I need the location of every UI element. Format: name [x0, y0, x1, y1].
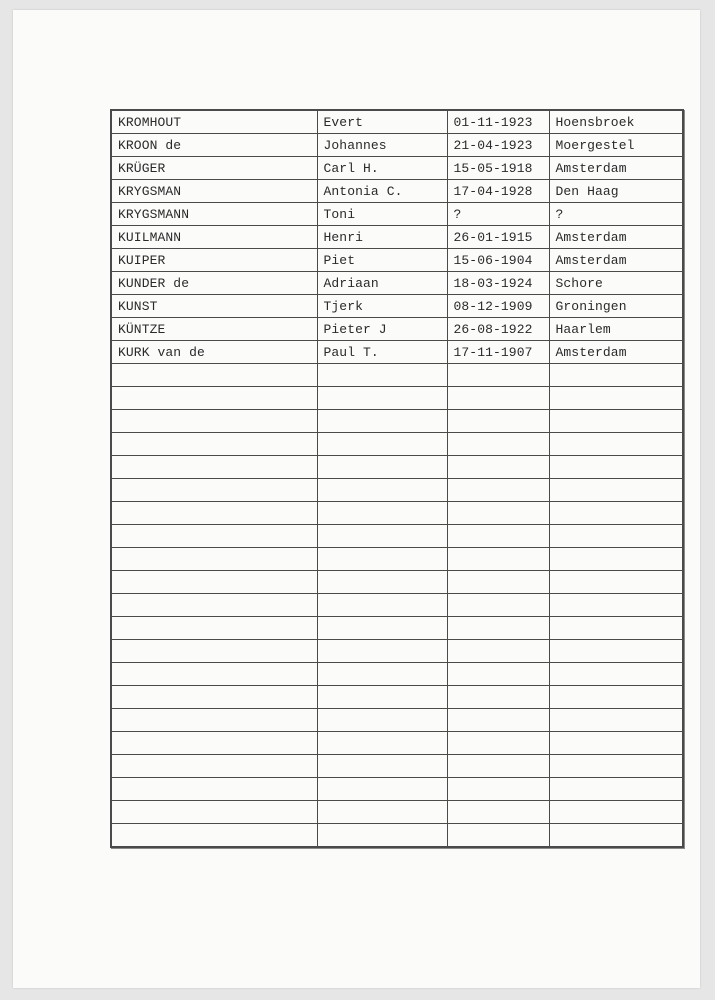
table-row [111, 778, 683, 801]
birthplace-cell [549, 479, 683, 502]
table-row [111, 295, 683, 318]
surname-cell [111, 640, 317, 663]
table-row [111, 249, 683, 272]
firstname-cell [317, 364, 447, 387]
birthdate-cell: ? [447, 203, 549, 226]
table-row [111, 732, 683, 755]
table-row [111, 801, 683, 824]
document-page [13, 10, 700, 988]
surname-cell [111, 387, 317, 410]
birthplace-cell: ? [549, 203, 683, 226]
table-row [111, 341, 683, 364]
birthdate-cell [447, 387, 549, 410]
firstname-cell [317, 525, 447, 548]
table-row [111, 571, 683, 594]
surname-cell: KRYGSMAN [111, 180, 317, 203]
birthplace-cell [549, 755, 683, 778]
table-row [111, 456, 683, 479]
firstname-cell [317, 801, 447, 824]
birthdate-cell [447, 502, 549, 525]
table-row [111, 387, 683, 410]
birthplace-cell: Amsterdam [549, 226, 683, 249]
firstname-cell [317, 709, 447, 732]
birthdate-cell [447, 709, 549, 732]
birthplace-cell: Amsterdam [549, 341, 683, 364]
surname-cell [111, 686, 317, 709]
birthdate-cell [447, 686, 549, 709]
table-row [111, 433, 683, 456]
firstname-cell: Pieter J [317, 318, 447, 341]
table-row [111, 525, 683, 548]
birthdate-cell: 01-11-1923 [447, 110, 549, 134]
birthdate-cell: 17-04-1928 [447, 180, 549, 203]
firstname-cell: Toni [317, 203, 447, 226]
birthplace-cell: Moergestel [549, 134, 683, 157]
birthdate-cell [447, 617, 549, 640]
register-body [111, 110, 683, 847]
firstname-cell [317, 755, 447, 778]
birthplace-cell: Groningen [549, 295, 683, 318]
birthplace-cell [549, 548, 683, 571]
firstname-cell: Adriaan [317, 272, 447, 295]
table-row [111, 548, 683, 571]
birthdate-cell [447, 663, 549, 686]
firstname-cell: Antonia C. [317, 180, 447, 203]
birthplace-cell [549, 387, 683, 410]
birthplace-cell: Amsterdam [549, 157, 683, 180]
table-row [111, 709, 683, 732]
birthplace-cell [549, 410, 683, 433]
birthplace-cell: Den Haag [549, 180, 683, 203]
table-row [111, 755, 683, 778]
birthdate-cell: 26-08-1922 [447, 318, 549, 341]
firstname-cell [317, 778, 447, 801]
firstname-cell [317, 686, 447, 709]
birthdate-cell [447, 824, 549, 848]
birthdate-cell [447, 594, 549, 617]
birthdate-cell [447, 571, 549, 594]
table-row [111, 824, 683, 848]
birthdate-cell: 15-05-1918 [447, 157, 549, 180]
surname-cell [111, 755, 317, 778]
surname-cell [111, 548, 317, 571]
birthdate-cell [447, 755, 549, 778]
birthplace-cell [549, 686, 683, 709]
surname-cell: KÜNTZE [111, 318, 317, 341]
surname-cell [111, 433, 317, 456]
firstname-cell: Henri [317, 226, 447, 249]
birthplace-cell [549, 571, 683, 594]
firstname-cell [317, 732, 447, 755]
table-row [111, 594, 683, 617]
surname-cell [111, 801, 317, 824]
birthplace-cell [549, 801, 683, 824]
surname-cell: KURK van de [111, 341, 317, 364]
birthdate-cell: 08-12-1909 [447, 295, 549, 318]
surname-cell [111, 479, 317, 502]
birthplace-cell [549, 525, 683, 548]
firstname-cell: Piet [317, 249, 447, 272]
surname-cell: KRÜGER [111, 157, 317, 180]
birthdate-cell: 21-04-1923 [447, 134, 549, 157]
birthdate-cell [447, 525, 549, 548]
birthplace-cell [549, 617, 683, 640]
birthdate-cell [447, 732, 549, 755]
surname-cell [111, 410, 317, 433]
surname-cell [111, 456, 317, 479]
table-row [111, 203, 683, 226]
table-row [111, 272, 683, 295]
firstname-cell [317, 387, 447, 410]
firstname-cell: Evert [317, 110, 447, 134]
birthdate-cell [447, 640, 549, 663]
birthplace-cell: Amsterdam [549, 249, 683, 272]
birthplace-cell [549, 824, 683, 848]
birthplace-cell [549, 732, 683, 755]
table-row [111, 157, 683, 180]
surname-cell: KUIPER [111, 249, 317, 272]
birthplace-cell: Haarlem [549, 318, 683, 341]
birthdate-cell [447, 456, 549, 479]
birthplace-cell [549, 433, 683, 456]
firstname-cell [317, 502, 447, 525]
firstname-cell [317, 640, 447, 663]
firstname-cell [317, 594, 447, 617]
surname-cell [111, 709, 317, 732]
birthdate-cell [447, 364, 549, 387]
table-row [111, 502, 683, 525]
birthplace-cell [549, 502, 683, 525]
surname-cell [111, 778, 317, 801]
table-row [111, 617, 683, 640]
surname-cell: KROON de [111, 134, 317, 157]
table-row [111, 318, 683, 341]
register-table [110, 109, 684, 848]
birthplace-cell [549, 709, 683, 732]
table-row [111, 110, 683, 134]
table-row [111, 134, 683, 157]
surname-cell [111, 617, 317, 640]
surname-cell: KRYGSMANN [111, 203, 317, 226]
surname-cell [111, 525, 317, 548]
birthplace-cell [549, 456, 683, 479]
firstname-cell: Johannes [317, 134, 447, 157]
table-row [111, 180, 683, 203]
birthdate-cell: 17-11-1907 [447, 341, 549, 364]
table-row [111, 226, 683, 249]
firstname-cell [317, 824, 447, 848]
surname-cell: KUNST [111, 295, 317, 318]
table-row [111, 663, 683, 686]
firstname-cell [317, 548, 447, 571]
surname-cell: KUILMANN [111, 226, 317, 249]
firstname-cell [317, 617, 447, 640]
surname-cell [111, 663, 317, 686]
firstname-cell: Paul T. [317, 341, 447, 364]
firstname-cell [317, 456, 447, 479]
birthplace-cell [549, 663, 683, 686]
table-row [111, 686, 683, 709]
birthplace-cell [549, 594, 683, 617]
birthplace-cell [549, 778, 683, 801]
birthdate-cell [447, 479, 549, 502]
firstname-cell [317, 479, 447, 502]
table-row [111, 364, 683, 387]
surname-cell: KROMHOUT [111, 110, 317, 134]
birthplace-cell: Schore [549, 272, 683, 295]
firstname-cell [317, 663, 447, 686]
firstname-cell [317, 410, 447, 433]
birthdate-cell: 15-06-1904 [447, 249, 549, 272]
birthplace-cell [549, 364, 683, 387]
firstname-cell: Tjerk [317, 295, 447, 318]
firstname-cell [317, 571, 447, 594]
table-row [111, 410, 683, 433]
birthplace-cell: Hoensbroek [549, 110, 683, 134]
surname-cell [111, 571, 317, 594]
firstname-cell: Carl H. [317, 157, 447, 180]
surname-cell [111, 732, 317, 755]
birthdate-cell: 18-03-1924 [447, 272, 549, 295]
surname-cell [111, 824, 317, 848]
surname-cell [111, 364, 317, 387]
birthdate-cell [447, 548, 549, 571]
firstname-cell [317, 433, 447, 456]
birthdate-cell [447, 801, 549, 824]
surname-cell [111, 594, 317, 617]
surname-cell [111, 502, 317, 525]
table-row [111, 479, 683, 502]
birthplace-cell [549, 640, 683, 663]
birthdate-cell: 26-01-1915 [447, 226, 549, 249]
birthdate-cell [447, 778, 549, 801]
table-row [111, 640, 683, 663]
birthdate-cell [447, 410, 549, 433]
surname-cell: KUNDER de [111, 272, 317, 295]
birthdate-cell [447, 433, 549, 456]
